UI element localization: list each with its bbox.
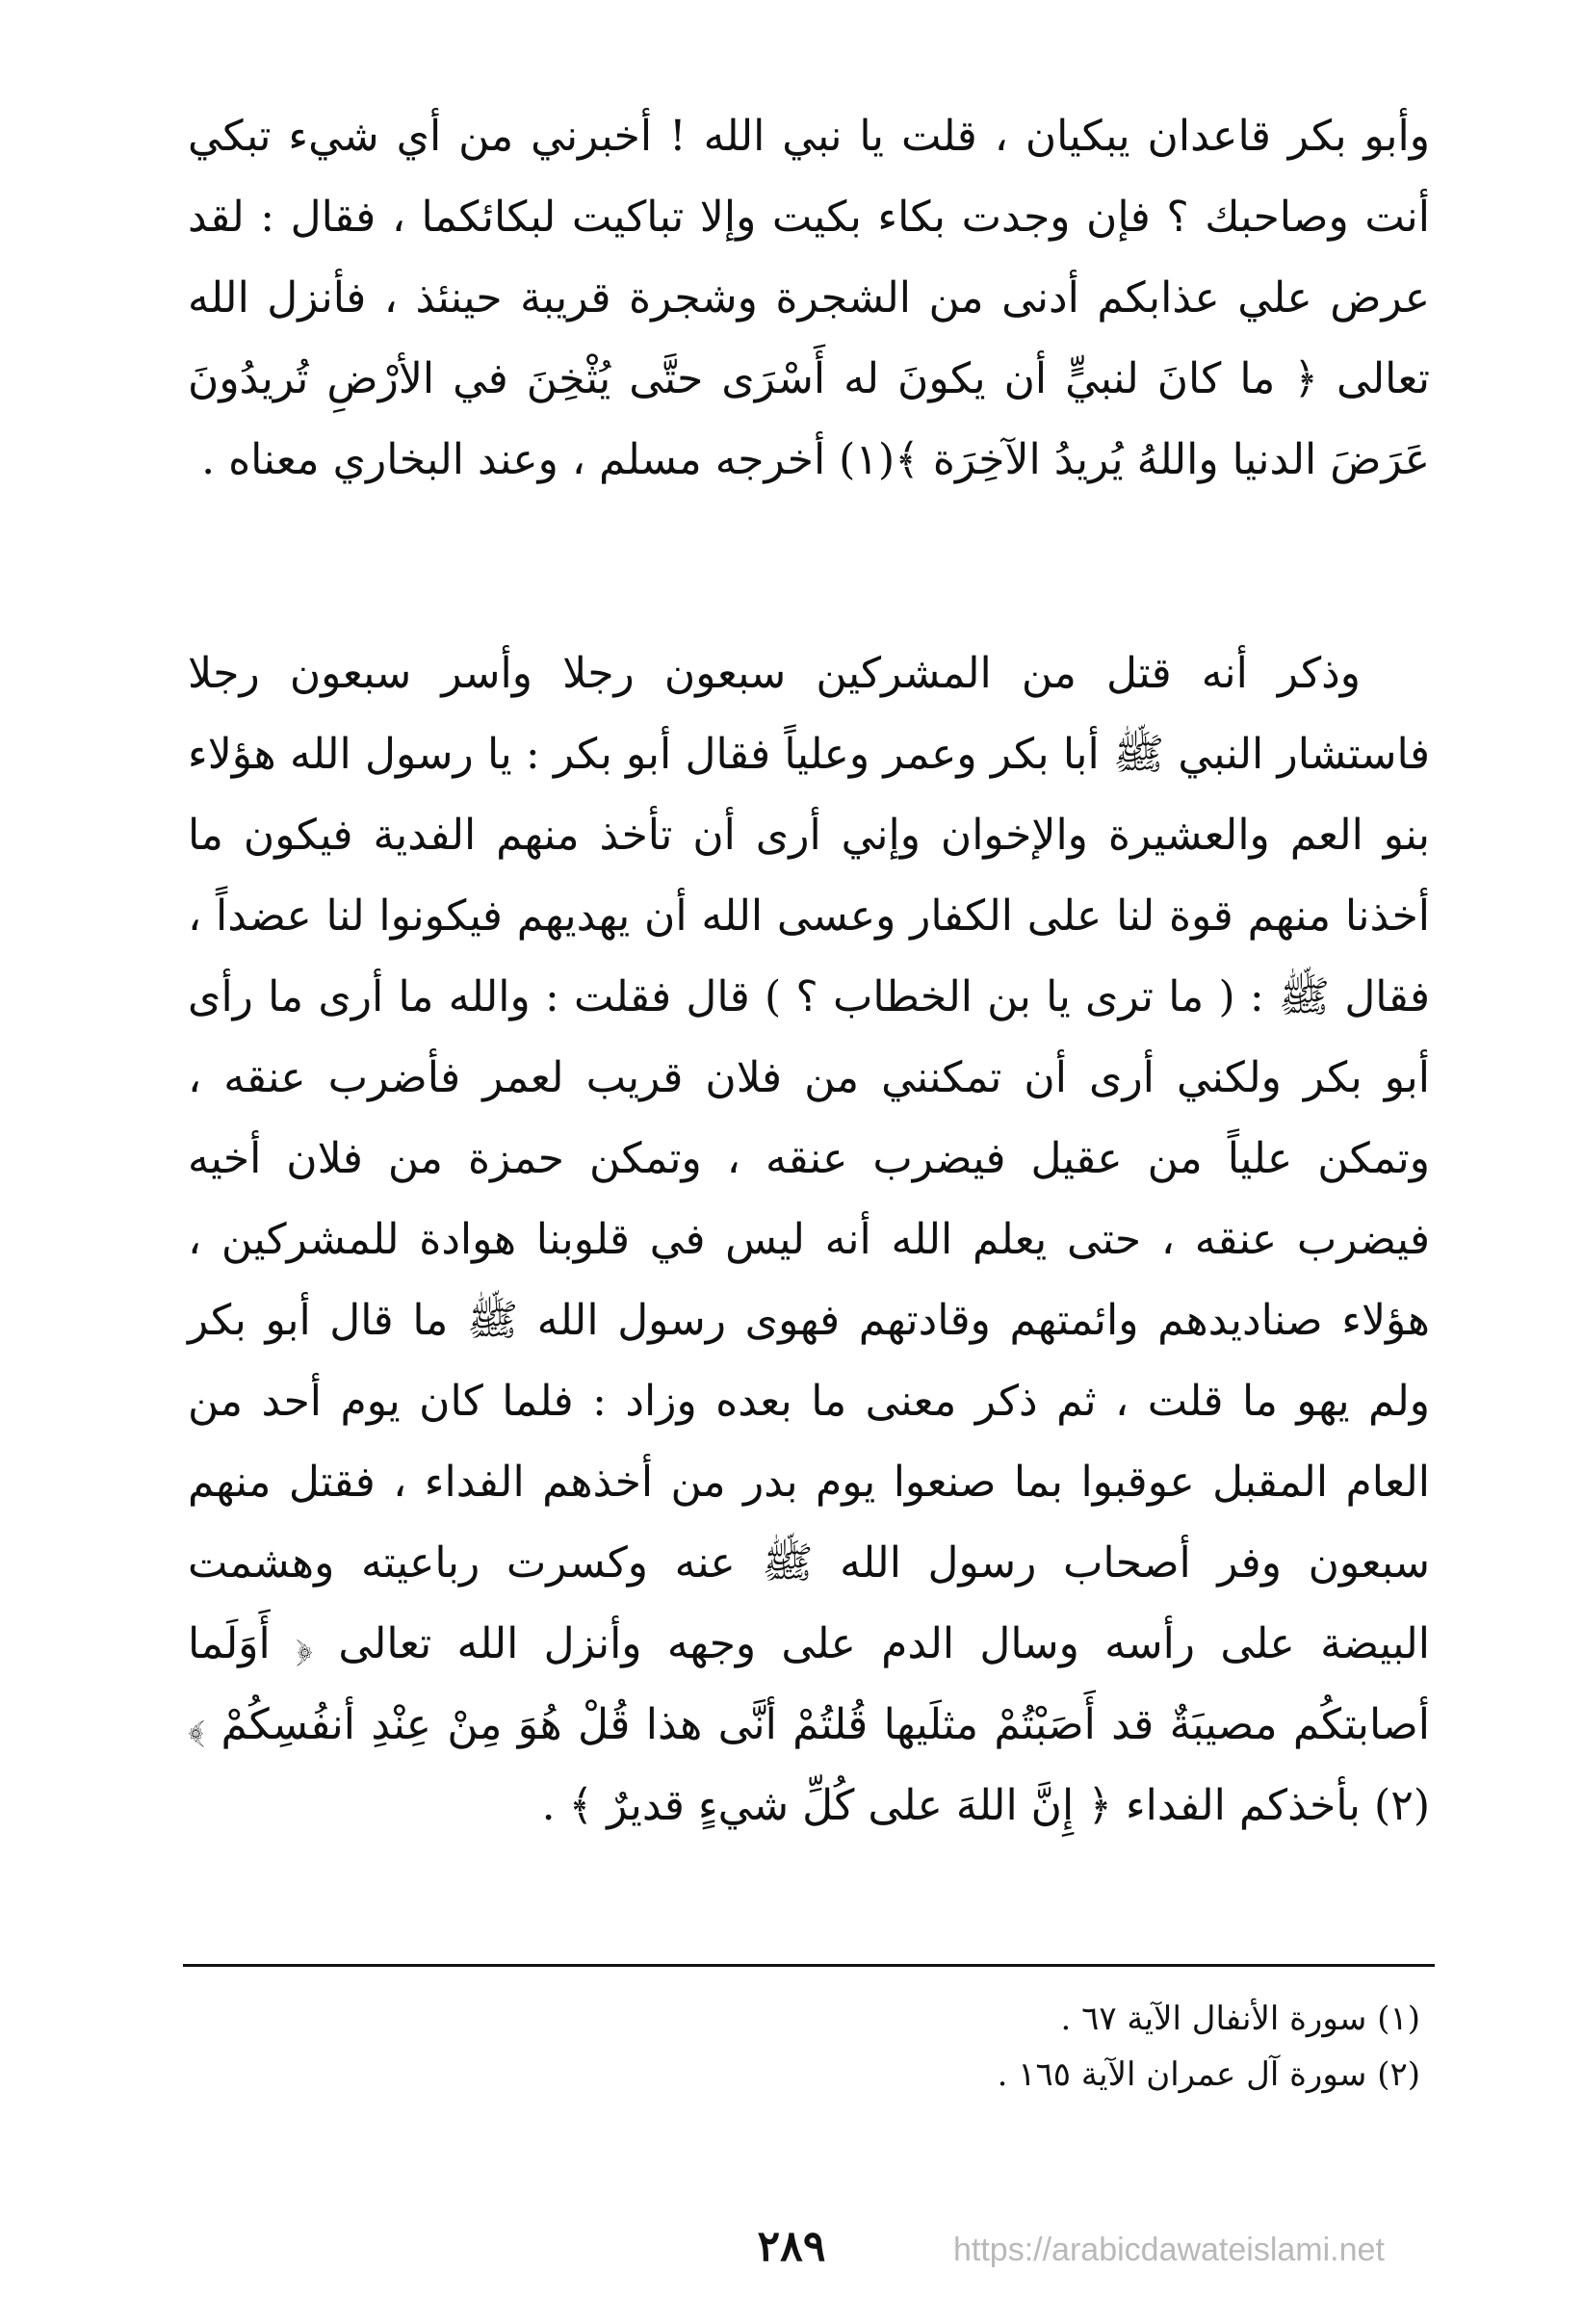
paragraph-1: وأبو بكر قاعدان يبكيان ، قلت يا نبي الله ! أخبرني من أي شيء تبكي أنت وصاحبك ؟ فإن وجدت بكاء بكيت وإلا تباكيت لبكائكما ، فقال : لقد عرض علي عذابكم أدنى من الشجرة وشجرة قريبة حينئذ ، فأنزل الله تعالى ﴿ ما كانَ لنبيٍّ أن يكونَ له أَسْرَى حتَّى يُثْخِنَ في الأرْضِ تُريدُونَ عَرَضَ الدنيا واللهُ يُريدُ الآخِرَة ﴾(١) أخرجه مسلم ، وعند البخاري معناه . — [188, 112, 1430, 484]
footnote-1: (١) سورة الأنفال الآية ٦٧ . — [1060, 2000, 1420, 2038]
footnotes — [188, 1991, 1420, 2103]
watermark-url: https://arabicdawateislami.net — [953, 2232, 1385, 2268]
footnote-2: (٢) سورة آل عمران الآية ١٦٥ . — [997, 2055, 1420, 2094]
page-number: ٢٨٩ — [757, 2222, 826, 2271]
body-text-block-2 — [188, 633, 1430, 1846]
paragraph-2: وذكر أنه قتل من المشركين سبعون رجلا وأسر سبعون رجلا فاستشار النبي ﷺ أبا بكر وعمر وعلياً فقال أبو بكر : يا رسول الله هؤلاء بنو العم والعشيرة والإخوان وإني أرى أن تأخذ منهم الفدية فيكون ما أخذنا منهم قوة لنا على الكفار وعسى الله أن يهديهم فيكونوا لنا عضداً ، فقال ﷺ : ( ما ترى يا بن الخطاب ؟ ) قال فقلت : والله ما أرى ما رأى أبو بكر ولكني أرى أن تمكنني من فلان قريب لعمر فأضرب عنقه ، وتمكن علياً من عقيل فيضرب عنقه ، وتمكن حمزة من فلان أخيه فيضرب عنقه ، حتى يعلم الله أنه ليس في قلوبنا هوادة للمشركين ، هؤلاء صناديدهم وائمتهم وقادتهم فهوى رسول الله ﷺ ما قال أبو بكر ولم يهو ما قلت ، ثم ذكر معنى ما بعده وزاد : فلما كان يوم أحد من العام المقبل عوقبوا بما صنعوا يوم بدر من أخذهم الفداء ، فقتل منهم سبعون وفر أصحاب رسول الله ﷺ عنه وكسرت رباعيته وهشمت البيضة على رأسه وسال الدم على وجهه وأنزل الله تعالى ﴿ أَوَلَما أصابتكُم مصيبَةٌ قد أَصَبْتُمْ مثلَيها قُلتُمْ أنَّى هذا قُلْ هُوَ مِنْ عِنْدِ أنفُسِكُمْ ﴾(٢) بأخذكم الفداء ﴿ إِنَّ اللهَ على كُلِّ شيءٍ قديرٌ ﴾ . — [188, 649, 1430, 1830]
body-text-block-1 — [188, 96, 1430, 501]
footnote-divider — [183, 1964, 1435, 1967]
